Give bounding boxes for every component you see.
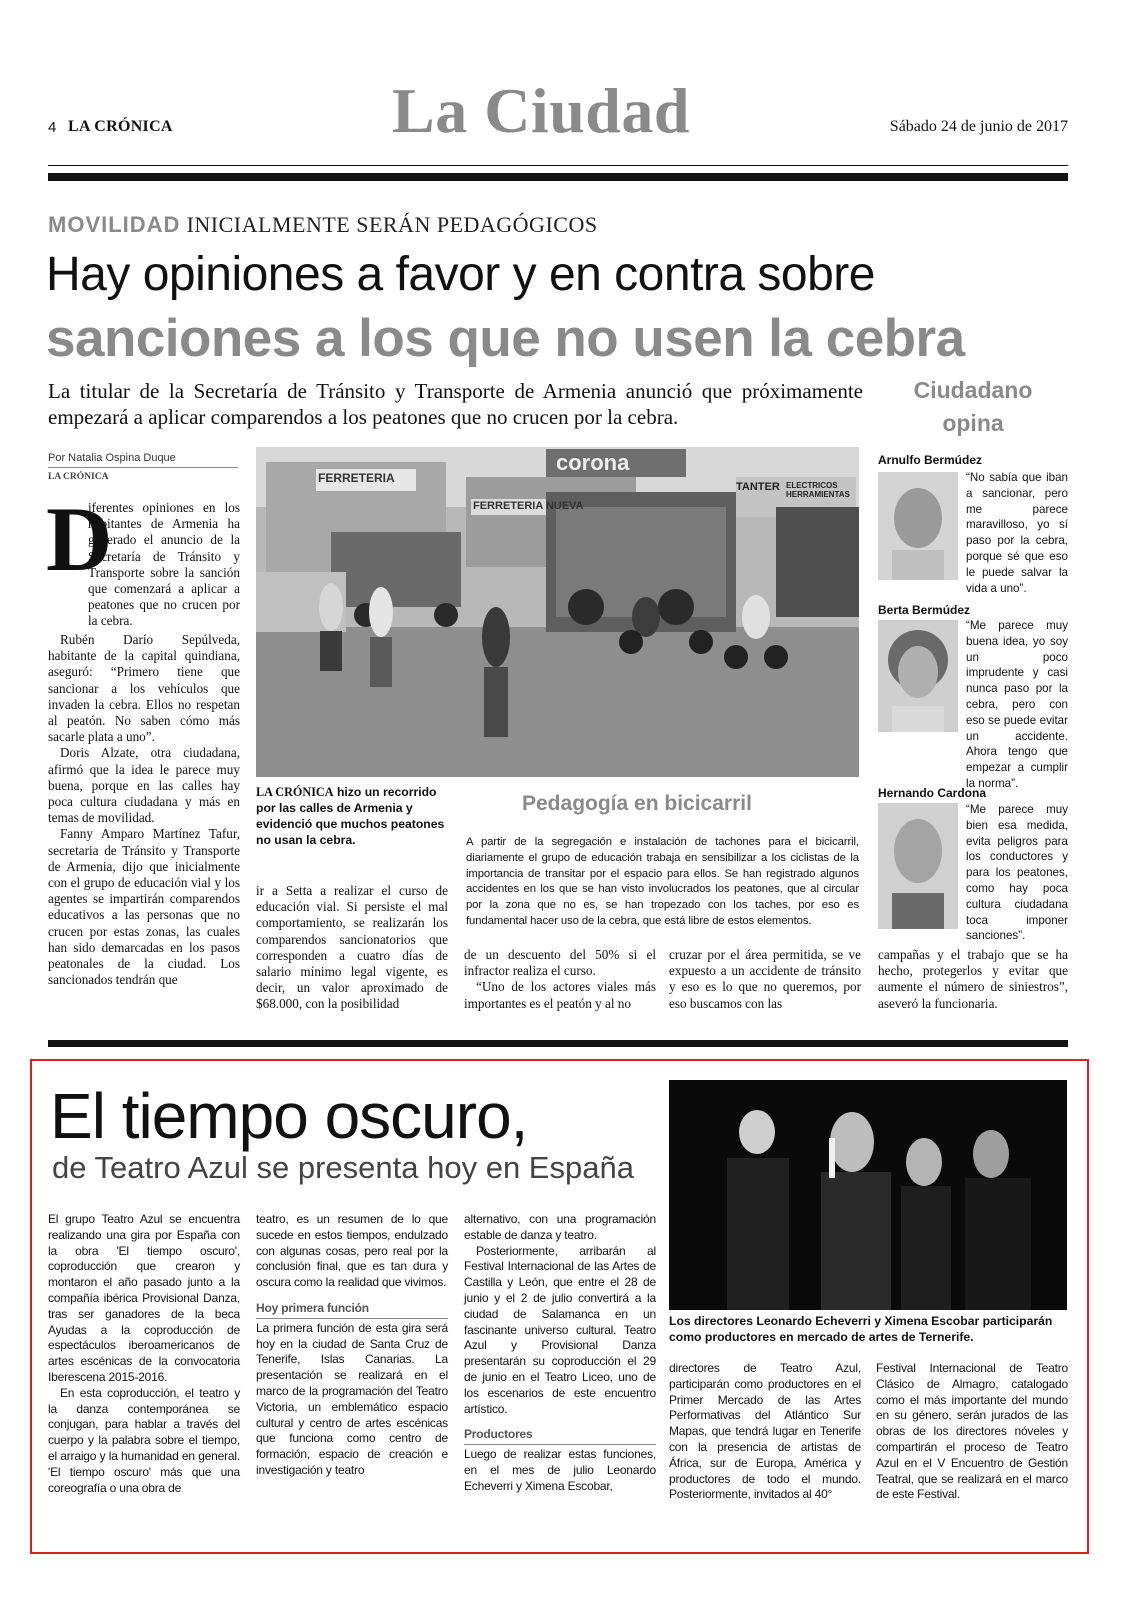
article1-paragraph: Doris Alzate, otra ciudadana, afirmó que la idea le parece muy buena, porque en las calles hay poca cultura ciudadana y más en temas de movilidad. bbox=[48, 745, 240, 826]
sign-electricos: ELECTRICOS HERRAMIENTAS bbox=[786, 481, 850, 499]
article-lead: La titular de la Secretaría de Tránsito y Transporte de Armenia anunció que próximamente empezará a aplicar comparendos a los peatones que no crucen por la cebra. bbox=[48, 379, 863, 429]
article2-paragraph: En esta coproducción, el teatro y la danza contemporánea se conjugan, para hablar a través del cuerpo y la palabra sobre el tiempo, el arraigo y la humanidad en general. 'El tiempo oscuro' más que una coreografía o una obra de bbox=[48, 1385, 240, 1495]
sign-corona: corona bbox=[556, 450, 630, 475]
article2-paragraph: La primera función de esta gira será hoy en la ciudad de Santa Cruz de Tenerife, Islas Canarias. La presentación se realizará en el marco de la programación del Teatro Victoria, un emblemático espacio cultural y centro de artes escénicas que funciona como centro de formación, espacio de creación e investigación y teatro bbox=[256, 1320, 448, 1477]
article-headline-line2: sanciones a los que no usen la cebra bbox=[46, 309, 965, 368]
citizen-name: Berta Bermúdez bbox=[878, 603, 971, 617]
article2-paragraph: Posteriormente, arribarán al Festival Internacional de las Artes de Castilla y León, que entre el 28 de junio y el 2 de julio convertirá a la ciudad de Salamanca en un fascinante universo cultural. Teatro Azul y Provisional Danza presentarán su coproducción el 29 de junio en el Teatro Liceo, uno de los escenarios de este encuentro artístico. bbox=[464, 1243, 656, 1416]
section-divider-rule bbox=[48, 1040, 1068, 1047]
sidebar-box-title: Pedagogía en bicicarril bbox=[522, 792, 752, 815]
sign-tanter: TANTER bbox=[736, 481, 780, 493]
opinion-title-line2: opina bbox=[942, 410, 1004, 436]
masthead-thick-rule bbox=[48, 173, 1068, 181]
page-number: 4 bbox=[48, 119, 57, 136]
issue-date: Sábado 24 de junio de 2017 bbox=[889, 118, 1068, 135]
kicker-label: MOVILIDAD bbox=[48, 212, 181, 237]
citizen-quote: “No sabía que iban a sancionar, pero me parece maravilloso, yo sí paso por la cebra, porque sé que eso le puede salvar la vida a uno”. bbox=[966, 471, 1068, 595]
article1-paragraph bbox=[88, 500, 240, 630]
section-title: La Ciudad bbox=[392, 75, 690, 146]
street-scene-illustration bbox=[256, 447, 859, 777]
article1-column4: cruzar por el área permitida, se ve expuesto a un accidente de tránsito y eso es lo que no queremos, por eso buscamos con las bbox=[669, 947, 861, 1011]
sign-ferreteria: FERRETERIA bbox=[318, 471, 395, 485]
article1-column2: ir a Setta a realizar el curso de educación vial. Si persiste el mal comportamiento, se realizarán los comparendos sancionatorios que corresponden a cuatro días de salario mínimo legal vigente, es decir, un valor aproximado de $68.000, con la posibilidad bbox=[256, 883, 448, 1012]
article2-paragraph: teatro, es un resumen de lo que sucede en estos tiempos, endulzado con algunas cosas, pero real por la conclusión final, que es tan dura y oscura como la realidad que vivimos. bbox=[256, 1212, 448, 1290]
masthead-thin-rule bbox=[48, 165, 1068, 166]
citizen-name: Arnulfo Bermúdez bbox=[878, 453, 983, 467]
paper-name: LA CRÓNICA bbox=[68, 118, 173, 135]
byline: Por Natalia Ospina Duque bbox=[48, 452, 176, 464]
article2-subhead: Hoy primera función bbox=[256, 1301, 448, 1319]
opinion-sidebar-title bbox=[878, 374, 1068, 440]
article2-column4: directores de Teatro Azul, participarán como productores en el Primer Mercado de las Artes Performativas del Atlántico Sur Mapas, que tendrá lugar en Tenerife con la presencia de artistas de África, sur de Europa, América y productores de todo el mundo. Posteriormente, invitados al 40° bbox=[669, 1361, 861, 1502]
citizen-portrait bbox=[878, 803, 958, 929]
citizen-name: Hernando Cardona bbox=[878, 786, 987, 800]
article-headline-line1: Hay opiniones a favor y en contra sobre bbox=[46, 248, 875, 301]
article1-paragraph: Fanny Amparo Martínez Tafur, secretaria de Tránsito y Transporte de Armenia, dijo que inicialmente con el grupo de educación vial y los agentes se impartirán comparendos educativos a las personas que no crucen por estas zonas, las cuales han sido demarcadas en los pasos peatonales de la ciudad. Los sancionados tendrán que bbox=[48, 826, 240, 988]
caption-source: LA CRÓNICA bbox=[256, 785, 334, 799]
article2-column3 bbox=[464, 1212, 656, 1495]
opinion-title-line1: Ciudadano bbox=[913, 377, 1033, 403]
article1-paragraph: de un descuento del 50% si el infractor realiza el curso. bbox=[464, 947, 656, 979]
paragraph-text: iferentes opiniones en los habitantes de Armenia ha generado el anuncio de la Secretaría de Tránsito y Transporte sobre la sanción que comenzará a aplicar a peatones que no crucen por la cebra. bbox=[88, 500, 240, 629]
article2-column5: Festival Internacional de Teatro Clásico de Almagro, catalogado como el más importante del mundo en su género, serán jurados de las obras de los directores nóveles y compartirán el proceso de Teatro Azul en el V Encuentro de Gestión Teatral, que se realizará en el marco de este Festival. bbox=[876, 1361, 1068, 1502]
photo1-caption bbox=[256, 784, 450, 848]
article2-paragraph: Luego de realizar estas funciones, en el mes de julio Leonardo Echeverri y Ximena Escobar, bbox=[464, 1447, 656, 1493]
article2-subhead: Productores bbox=[464, 1427, 656, 1445]
street-crossing-photo bbox=[256, 447, 859, 777]
caption-text: hizo un recorrido por las calles de Armenia y evidenció que muchos peatones no usan la cebra. bbox=[256, 785, 445, 847]
article2-column2 bbox=[256, 1212, 448, 1479]
article2-headline: El tiempo oscuro, bbox=[50, 1080, 528, 1152]
theater-illustration bbox=[669, 1080, 1067, 1310]
byline-rule bbox=[48, 467, 238, 468]
article1-paragraph: Rubén Darío Sepúlveda, habitante de la capital quindiana, aseguró: “Primero tiene que sancionar a los vehículos que invaden la cebra. Ellos no respetan al peatón. No saben cómo más sacarle plata a uno”. bbox=[48, 632, 240, 745]
article2-paragraph: alternativo, con una programación estable de danza y teatro. bbox=[464, 1212, 656, 1242]
photo2-caption: Los directores Leonardo Echeverri y Ximena Escobar participarán como productores en mercado de artes de Ternerife. bbox=[669, 1314, 1053, 1344]
article1-column1 bbox=[48, 500, 240, 630]
article1-paragraph: “Uno de los actores viales más importantes es el peatón y al no bbox=[464, 979, 656, 1011]
sidebar-box-text: A partir de la segregación e instalación de tachones para el bicicarril, diariamente el grupo de educación trabaja en sensibilizar a los ciclistas de la importancia de transitar por el espacio para ellos. Se han registrado algunos accidentes en los que se han visto involucrados los peatones, que al circular por la zona que no es, se han tropezado con los taches, por eso es fundamental hacer uso de la cebra, que está libre de estos elementos. bbox=[466, 836, 859, 927]
article-kicker bbox=[48, 212, 598, 238]
citizen-quote-text: “Me parece muy buena idea, yo soy un poco imprudente y casi nunca paso por la cebra, pero con eso se puede evitar un accidente. Ahora tengo que empezar a cumplir la norma”. bbox=[966, 619, 1068, 790]
kicker-text: INICIALMENTE SERÁN PEDAGÓGICOS bbox=[186, 212, 598, 237]
byline-org: LA CRÓNICA bbox=[48, 472, 109, 482]
article2-subheadline: de Teatro Azul se presenta hoy en España bbox=[52, 1150, 634, 1185]
article1-column5: campañas y el trabajo que se ha hecho, protegerlos y evitar que aumente el número de siniestros”, aseveró la funcionaria. bbox=[878, 947, 1068, 1011]
drop-cap: D bbox=[46, 488, 113, 590]
citizen-quote: “Me parece muy bien esa medida, evita peligros para los conductores y para los peatones, como hay poca cultura ciudadana toca imponer sanciones”. bbox=[966, 803, 1068, 943]
article1-column1-rest bbox=[48, 632, 240, 988]
article2-column1 bbox=[48, 1212, 240, 1496]
sign-ferreteria-nueva: FERRETERIA NUEVA bbox=[473, 500, 584, 512]
theater-directors-photo bbox=[669, 1080, 1067, 1310]
article2-paragraph: El grupo Teatro Azul se encuentra realizando una gira por España con la obra 'El tiempo oscuro', coproducción que crearon y montaron el año pasado junto a la compañía ibérica Provisional Danza, tras ser ganadores de la beca Ayudas a la coproducción de espectáculos iberoamericanos de artes escénicas de la convocatoria Iberescena 2015-2016. bbox=[48, 1212, 240, 1384]
citizen-quote bbox=[878, 618, 1068, 792]
article1-column3 bbox=[464, 947, 656, 1012]
citizen-portrait bbox=[878, 472, 958, 580]
